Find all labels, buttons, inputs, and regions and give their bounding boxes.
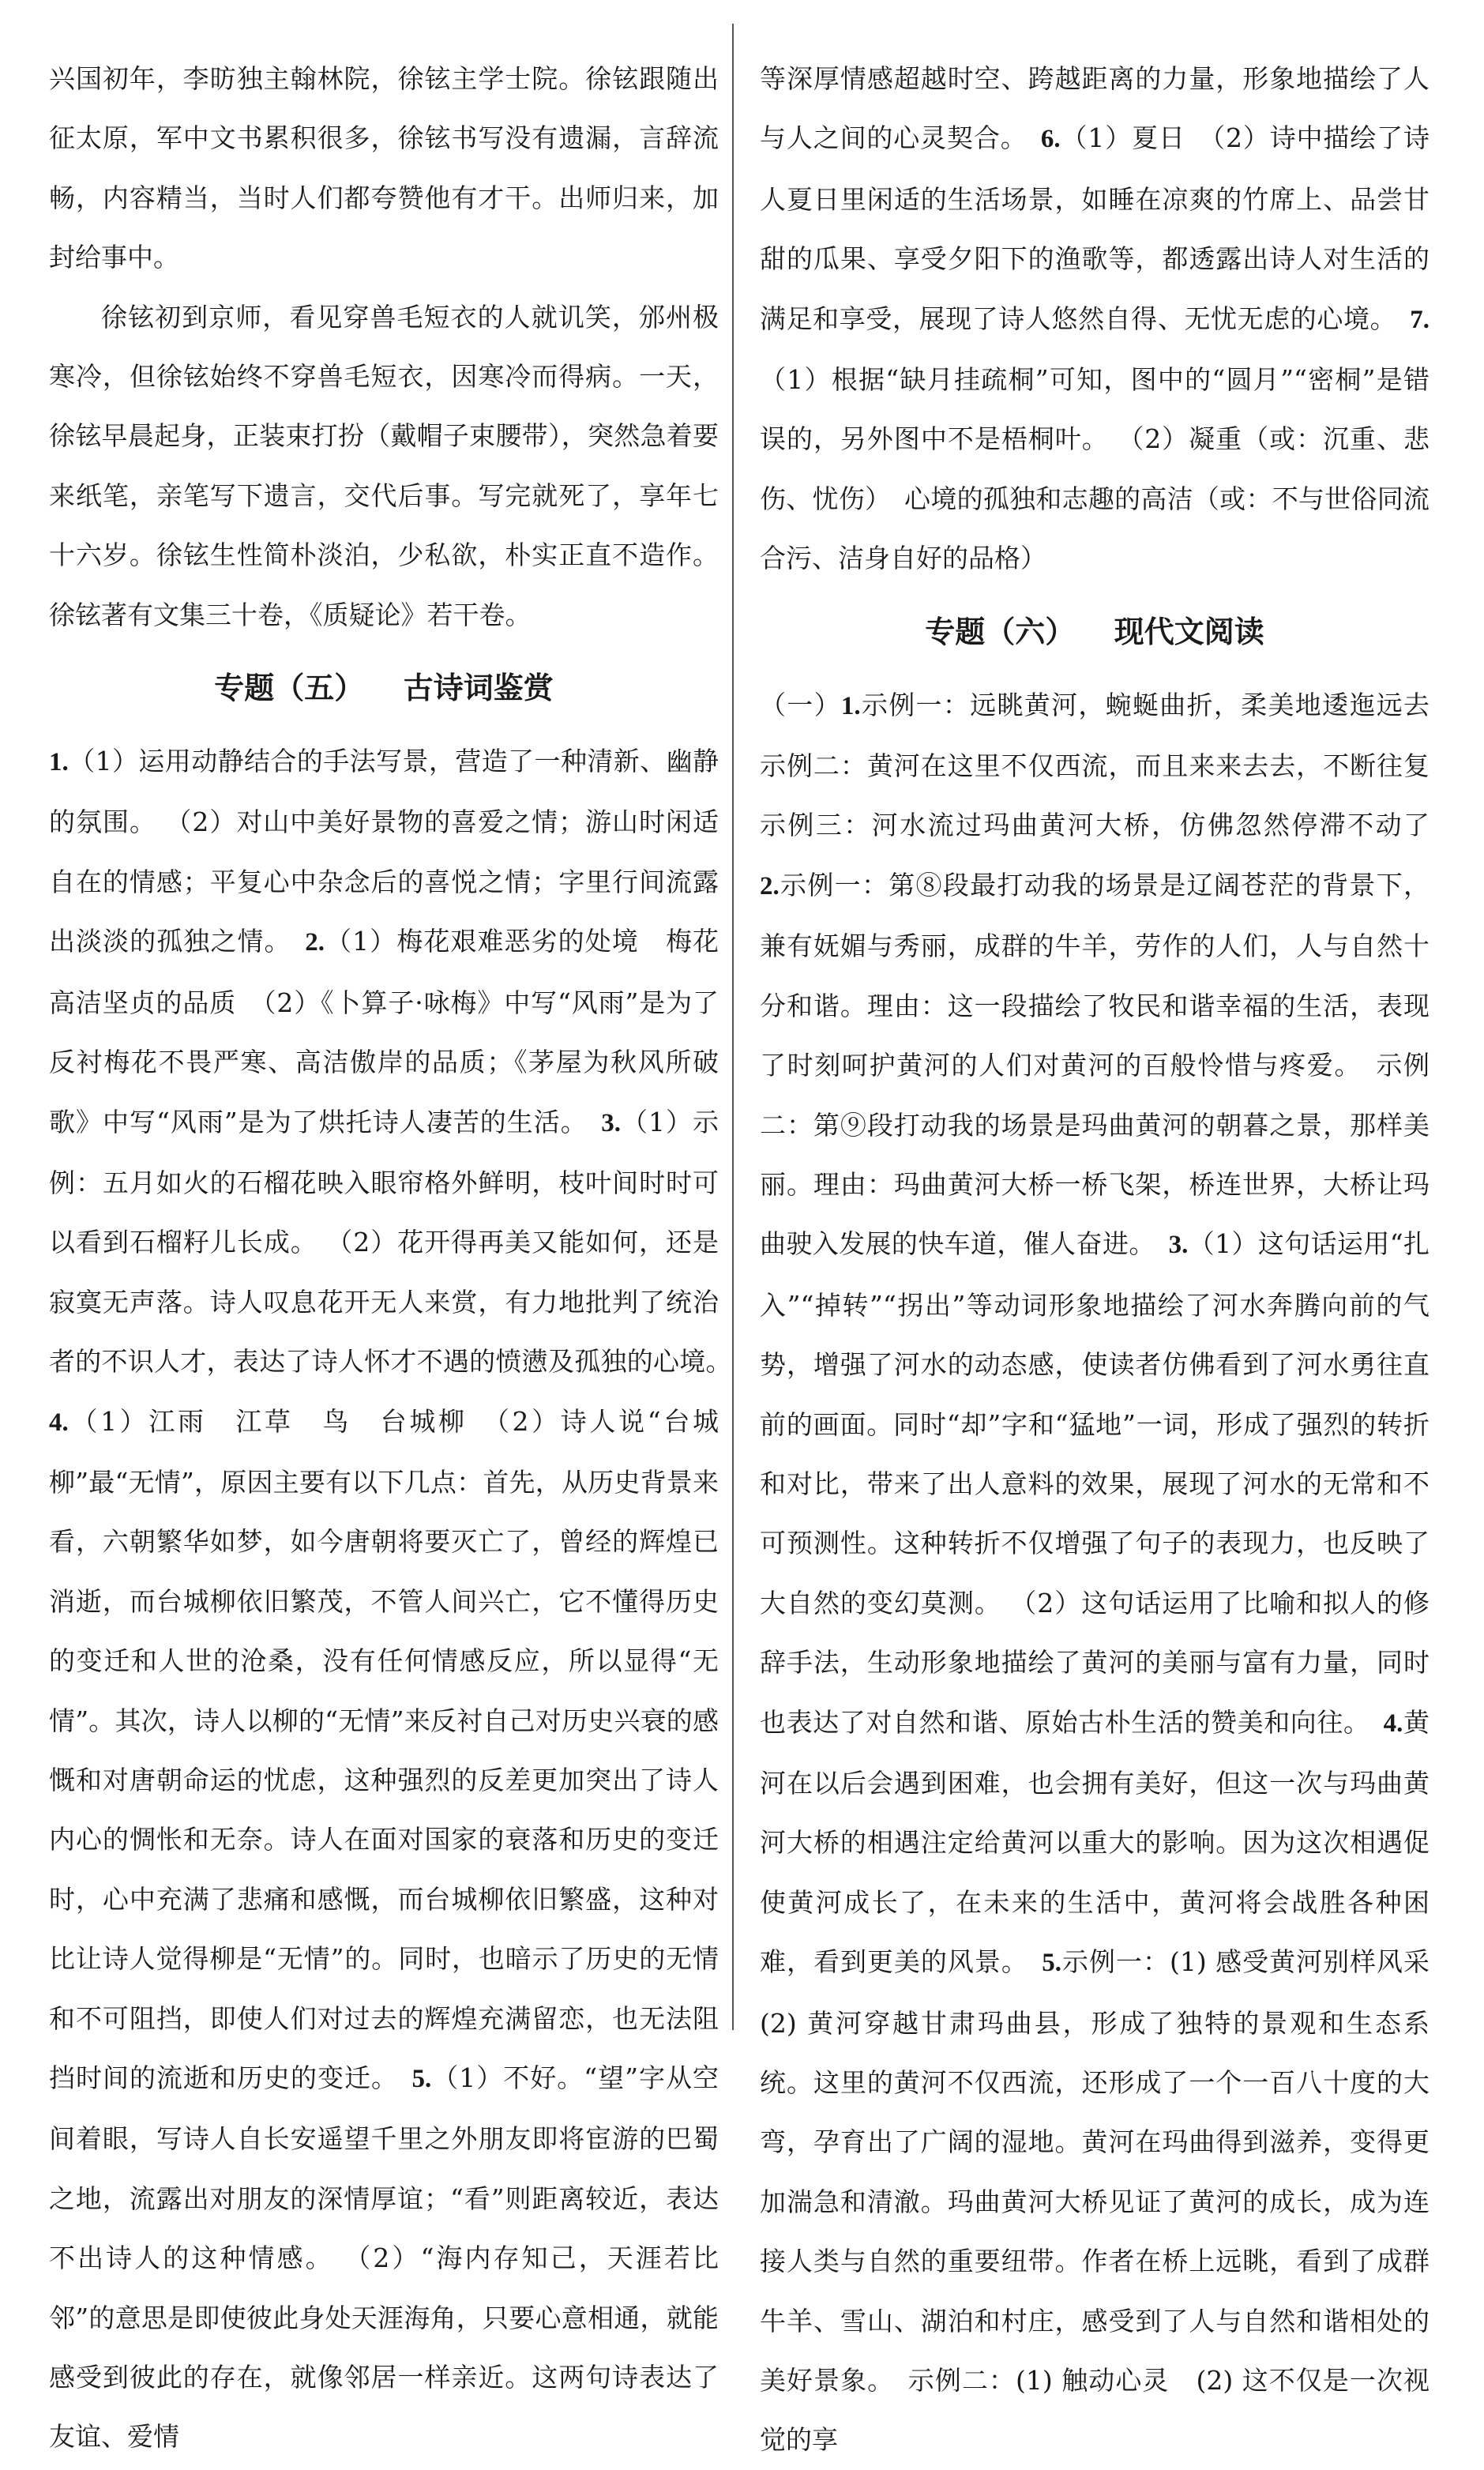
q1-number: 1. [49, 748, 69, 777]
column-divider [732, 24, 734, 2030]
answers-block-6 [760, 675, 1456, 2470]
section-heading-6-sub: 现代文阅读 [1114, 614, 1264, 649]
s3-answer: （1）这句话运用“扎入”“掉转”“拐出”等动词形象地描绘了河水奔腾向前的气势，增强了河水的动态感，使读者仿佛看到了河水勇往直前的画面。同时“却”字和“猛地”一词，形成了强烈的转折和对比，带来了出人意料的效果，展现了河水的无常和不可预测性。这种转折不仅增强了句子的表现力，也反映了大自然的变幻莫测。 （2）这句话运用了比喻和拟人的修辞手法，生动形象地描绘了黄河的美丽与富有力量，同时也表达了对自然和谐、原始古朴生活的赞美和向往。 [760, 1228, 1430, 1738]
translation-paragraph-1: 兴国初年，李昉独主翰林院，徐铉主学士院。徐铉跟随出征太原，军中文书累积很多，徐铉书写没有遗漏，言辞流畅，内容精当，当时人们都夸赞他有才干。出师归来，加封给事中。 [49, 63, 719, 273]
q6-number: 6. [1040, 125, 1061, 154]
s4-answer: 黄河在以后会遇到困难，也会拥有美好，但这一次与玛曲黄河大桥的相遇注定给黄河以重大的影响。因为这次相遇促使黄河成长了，在未来的生活中，黄河将会战胜各种困难，看到更美的风景。 [760, 1706, 1430, 1978]
q7-answer: （1）根据“缺月挂疏桐”可知，图中的“圆月”“密桐”是错误的，另外图中不是梧桐叶。 （2）凝重（或：沉重、悲伤、忧伤） 心境的孤独和志趣的高洁（或：不与世俗同流合污、洁身自好的品格） [760, 364, 1430, 574]
q2-number: 2. [305, 928, 325, 957]
q4-answer: （1）江雨 江草 鸟 台城柳 （2）诗人说“台城柳”最“无情”，原因主要有以下几点：首先，从历史背景来看，六朝繁华如梦，如今唐朝将要灭亡了，曾经的辉煌已消逝，而台城柳依旧繁茂，不管人间兴亡，它不懂得历史的变迁和人世的沧桑，没有任何情感反应，所以显得“无情”。其次，诗人以柳的“无情”来反衬自己对历史兴衰的感慨和对唐朝命运的忧虑，这种强烈的反差更加突出了诗人内心的惆怅和无奈。诗人在面对国家的衰落和历史的变迁时，心中充满了悲痛和感慨，而台城柳依旧繁盛，这种对比让诗人觉得柳是“无情”的。同时，也暗示了历史的无情和不可阻挡，即使人们对过去的辉煌充满留恋，也无法阻挡时间的流逝和历史的变迁。 [49, 1405, 719, 2093]
section-heading-5 [49, 645, 719, 731]
s1-number: 1. [840, 691, 861, 720]
subsection-label: （一） [760, 689, 841, 720]
q1-answer: （1）运用动静结合的手法写景，营造了一种清新、幽静的氛围。 （2）对山中美好景物的喜爱之情；游山时闲适自在的情感；平复心中杂念后的喜悦之情；字里行间流露出淡淡的孤独之情。 [49, 746, 719, 957]
s5-number: 5. [1042, 1949, 1062, 1978]
q5-answer-continued: 等深厚情感超越时空、跨越距离的力量，形象地描绘了人与人之间的心灵契合。 [760, 63, 1430, 154]
q2-answer: （1）梅花艰难恶劣的处境 梅花高洁坚贞的品质 （2）《卜算子·咏梅》中写“风雨”是为了反衬梅花不畏严寒、高洁傲岸的品质；《茅屋为秋风所破歌》中写“风雨”是为了烘托诗人凄苦的生活。 [49, 926, 719, 1137]
s1-answer: 示例一：远眺黄河，蜿蜒曲折，柔美地逶迤远去 示例二：黄河在这里不仅西流，而且来来去去，不断往复 示例三：河水流过玛曲黄河大桥，仿佛忽然停滞不动了 [760, 689, 1456, 841]
q3-answer: （1）示例：五月如火的石榴花映入眼帘格外鲜明，枝叶间时时可以看到石榴籽儿长成。 （2）花开得再美又能如何，还是寂寞无声落。诗人叹息花开无人来赏，有力地批判了统治者的不识人才，表达了诗人怀才不遇的愤懑及孤独的心境。 [49, 1106, 719, 1378]
right-column [760, 49, 1456, 2470]
left-column [49, 49, 719, 2467]
q5-number: 5. [411, 2065, 432, 2093]
answers-block-5 [49, 731, 719, 2467]
section-heading-5-main: 专题（五） [214, 671, 365, 706]
q3-number: 3. [601, 1108, 621, 1137]
s3-number: 3. [1168, 1231, 1189, 1260]
q6-answer: （1）夏日 （2）诗中描绘了诗人夏日里闲适的生活场景，如睡在凉爽的竹席上、品尝甘甜的瓜果、享受夕阳下的渔歌等，都透露出诗人对生活的满足和享受，展现了诗人悠然自得、无忧无虑的心境。 [760, 122, 1430, 334]
s2-answer: 示例一：第⑧段最打动我的场景是辽阔苍茫的背景下，兼有妩媚与秀丽，成群的牛羊，劳作的人们，人与自然十分和谐。理由：这一段描绘了牧民和谐幸福的生活，表现了时刻呵护黄河的人们对黄河的百般怜惜与疼爱。 示例二：第⑨段打动我的场景是玛曲黄河的朝暮之景，那样美丽。理由：玛曲黄河大桥一桥飞架，桥连世界，大桥让玛曲驶入发展的快车道，催人奋进。 [760, 869, 1430, 1260]
answers-block-5-continued [760, 49, 1430, 588]
q7-number: 7. [1410, 305, 1430, 334]
s2-number: 2. [760, 871, 780, 900]
section-heading-6 [760, 588, 1430, 675]
q4-number: 4. [49, 1408, 69, 1437]
s5-answer: 示例一：(1) 感受黄河别样风采 (2) 黄河穿越甘肃玛曲县，形成了独特的景观和生态系统。这里的黄河不仅西流，还形成了一个一百八十度的大弯，孕育出了广阔的湿地。黄河在玛曲得到滋养，变得更加湍急和清澈。玛曲黄河大桥见证了黄河的成长，成为连接人类与自然的重要纽带。作者在桥上远眺，看到了成群牛羊、雪山、湖泊和村庄，感受到了人与自然和谐相处的美好景象。 示例二：(1) 触动心灵 (2) 这不仅是一次视觉的享 [760, 1946, 1456, 2456]
s4-number: 4. [1383, 1709, 1403, 1738]
section-heading-6-main: 专题（六） [925, 614, 1076, 649]
q5-answer: （1）不好。“望”字从空间着眼，写诗人自长安遥望千里之外朋友即将宦游的巴蜀之地，流露出对朋友的深情厚谊；“看”则距离较近，表达不出诗人的这种情感。 （2）“海内存知己，天涯若比邻”的意思是即使彼此身处天涯海角，只要心意相通，就能感受到彼此的存在，就像邻居一样亲近。这两句诗表达了友谊、爱情 [49, 2062, 719, 2453]
translation-paragraph-2: 徐铉初到京师，看见穿兽毛短衣的人就讥笑，邠州极寒冷，但徐铉始终不穿兽毛短衣，因寒冷而得病。一天，徐铉早晨起身，正装束打扮（戴帽子束腰带），突然急着要来纸笔，亲笔写下遗言，交代后事。写完就死了，享年七十六岁。徐铉生性简朴淡泊，少私欲，朴实正直不造作。徐铉著有文集三十卷，《质疑论》若干卷。 [49, 301, 719, 630]
section-heading-5-sub: 古诗词鉴赏 [403, 671, 554, 706]
